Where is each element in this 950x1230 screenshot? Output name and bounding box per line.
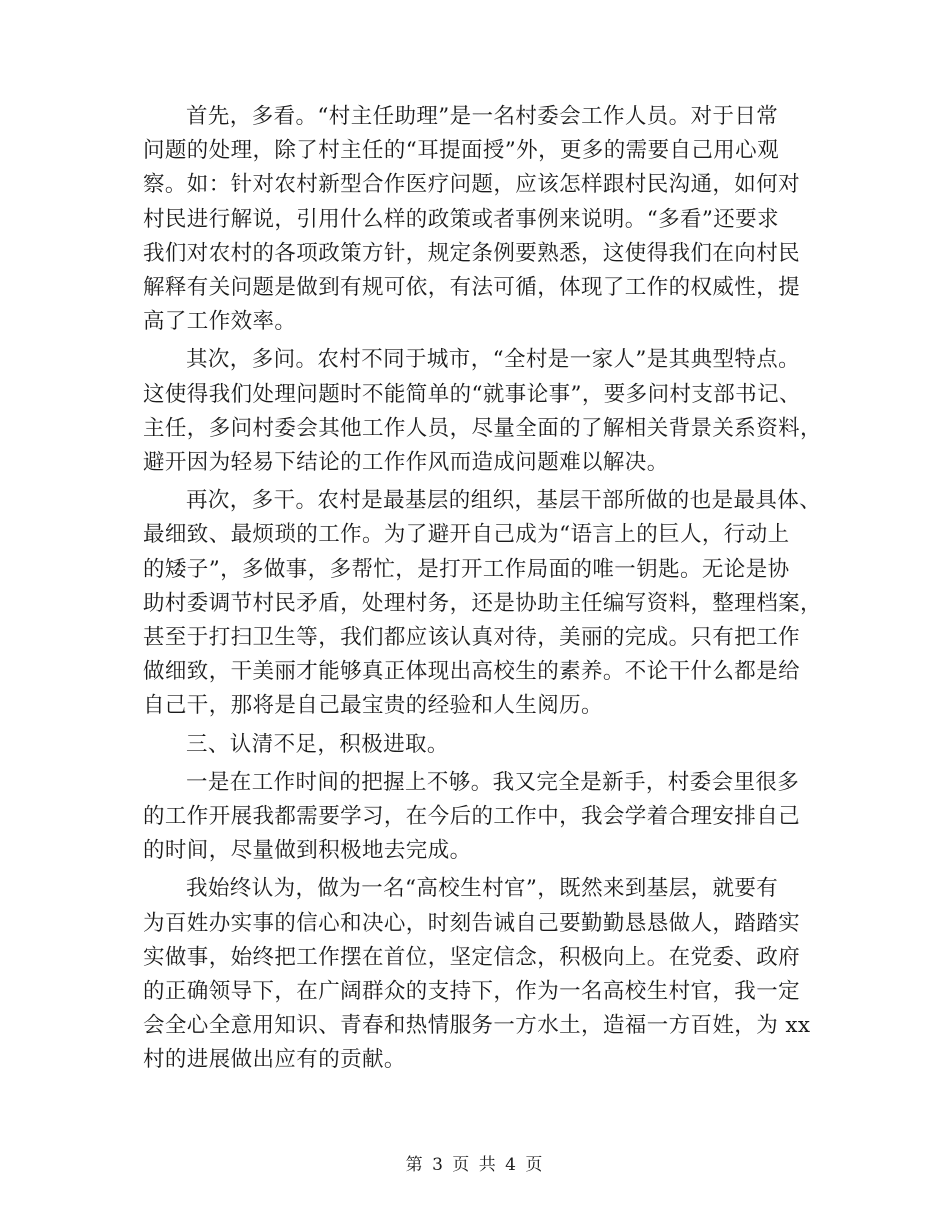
text-line: 甚至于打扫卫生等，我们都应该认真对待，美丽的完成。只有把工作 bbox=[143, 625, 801, 651]
paragraph-5 bbox=[143, 872, 811, 1077]
text-line: 村的进展做出应有的贡献。 bbox=[143, 1047, 406, 1073]
text-line: 会全心全意用知识、青春和热情服务一方水土，造福一方百姓，为 xx bbox=[143, 1013, 811, 1039]
text-line: 避开因为轻易下结论的工作作风而造成问题难以解决。 bbox=[143, 450, 669, 476]
section-heading bbox=[143, 728, 806, 762]
text-line: 助村委调节村民矛盾，处理村务，还是协助主任编写资料，整理档案， bbox=[143, 590, 822, 616]
paragraph-3 bbox=[143, 484, 822, 723]
paragraph-2 bbox=[143, 343, 822, 480]
text-line: 高了工作效率。 bbox=[143, 309, 297, 335]
text-line: 村民进行解说，引用什么样的政策或者事例来说明。“多看”还要求 bbox=[143, 206, 779, 232]
text-line: 解释有关问题是做到有规可依，有法可循，体现了工作的权威性，提 bbox=[143, 275, 801, 301]
text-line: 的工作开展我都需要学习，在今后的工作中，我会学着合理安排自己 bbox=[143, 804, 801, 830]
text-line: 的矮子”，多做事，多帮忙，是打开工作局面的唯一钥匙。无论是协 bbox=[143, 556, 790, 582]
document-body bbox=[143, 100, 822, 1078]
text-line: 这使得我们处理问题时不能简单的“就事论事”，要多问村支部书记、 bbox=[143, 381, 801, 407]
text-line: 再次，多干。农村是最基层的组织，基层干部所做的也是最具体、 bbox=[186, 488, 822, 514]
text-line: 做细致，干美丽才能够真正体现出高校生的素养。不论干什么都是给 bbox=[143, 659, 801, 685]
paragraph-1 bbox=[143, 100, 806, 339]
text-line: 三、认清不足，积极进取。 bbox=[186, 731, 449, 757]
text-line: 的时间，尽量做到积极地去完成。 bbox=[143, 838, 472, 864]
text-line: 察。如：针对农村新型合作医疗问题，应该怎样跟村民沟通，如何对 bbox=[143, 172, 801, 198]
text-line: 我们对农村的各项政策方针，规定条例要熟悉，这使得我们在向村民 bbox=[143, 240, 801, 266]
text-line: 其次，多问。农村不同于城市，“全村是一家人”是其典型特点。 bbox=[186, 347, 801, 373]
text-line: 的正确领导下，在广阔群众的支持下，作为一名高校生村官，我一定 bbox=[143, 979, 801, 1005]
text-line: 最细致、最烦琐的工作。为了避开自己成为“语言上的巨人，行动上 bbox=[143, 522, 790, 548]
text-line: 为百姓办实事的信心和决心，时刻告诫自己要勤勤恳恳做人，踏踏实 bbox=[143, 910, 801, 936]
text-line: 首先，多看。“村主任助理”是一名村委会工作人员。对于日常 bbox=[186, 104, 779, 129]
text-line: 实做事，始终把工作摆在首位，坚定信念，积极向上。在党委、政府 bbox=[143, 944, 801, 970]
text-line: 主任，多问村委会其他工作人员，尽量全面的了解相关背景关系资料， bbox=[143, 415, 822, 441]
text-line: 自己干，那将是自己最宝贵的经验和人生阅历。 bbox=[143, 693, 603, 719]
text-line: 一是在工作时间的把握上不够。我又完全是新手，村委会里很多 bbox=[186, 769, 800, 795]
text-line: 问题的处理，除了村主任的“耳提面授”外，更多的需要自己用心观 bbox=[143, 138, 779, 164]
page-number: 第 3 页 共 4 页 bbox=[405, 1155, 545, 1175]
text-line: 我始终认为，做为一名“高校生村官”，既然来到基层，就要有 bbox=[186, 876, 779, 902]
paragraph-4 bbox=[143, 766, 806, 869]
